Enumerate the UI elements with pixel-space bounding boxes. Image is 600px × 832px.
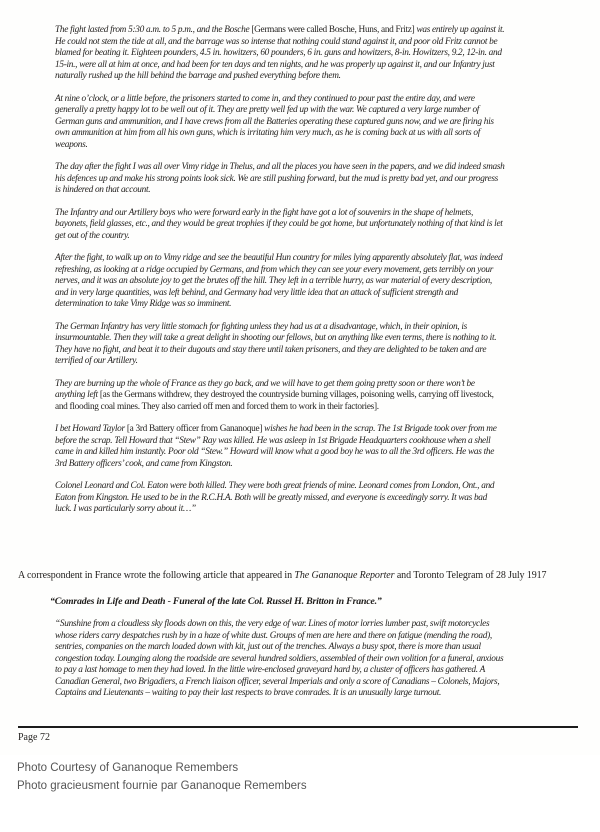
text-segment: [Germans were called Bosche, Huns, and Fritz]	[251, 25, 415, 35]
footer-divider	[18, 726, 578, 728]
text-segment: and Toronto Telegram of 28 July 1917	[394, 570, 547, 581]
text-segment: [a 3rd Battery officer from Gananoque]	[126, 424, 263, 434]
letter-paragraph	[55, 481, 505, 516]
text-segment: The day after the fight I was all over Vimy ridge in Thelus, and all the places you have seen in the papers, and we did indeed smash his defences up and make his strong points look sick. We are still pushing forward, but the mud is pretty bad yet, and our progress is hindered on that account.	[55, 162, 505, 195]
text-segment: After the fight, to walk up on to Vimy ridge and see the beautiful Hun country for miles lying apparently absolutely flat, was indeed refreshing, as looking at a ridge occupied by Germans, and from which they can see your every movement, gets terribly on your nerves, and it was an absolute joy to get the brutes off the hill. They left in a terrible hurry, as war material of every description, and in very large quantities, was left behind, and Germany had very little idea that an attack of sufficient strength and determination to take Vimy Ridge was so imminent.	[55, 253, 503, 309]
photo-credit-english: Photo Courtesy of Gananoque Remembers	[17, 762, 239, 774]
letter-paragraph	[55, 322, 505, 368]
text-segment: A correspondent in France wrote the following article that appeared in	[18, 570, 295, 581]
letter-paragraph	[55, 94, 505, 152]
letter-paragraph	[55, 424, 505, 470]
page-number-label: Page 72	[18, 732, 50, 743]
article-paragraph	[55, 619, 507, 700]
text-segment: The fight lasted from 5:30 a.m. to 5 p.m., and the Bosche	[55, 25, 252, 35]
text-segment: At nine o’clock, or a little before, the prisoners started to come in, and they continued to pour past the entire day, and were generally a pretty happy lot to be well out of it. They are pretty well fed up with the war. We captured a very large number of German guns and ammunition, and I have crews from all the Batteries operating these captured guns now, and we are firing his own ammunition at him from all his own guns, which is irritating him very much, as he is coming back at us with all sorts of weapons.	[55, 93, 494, 150]
text-segment: The German Infantry has very little stomach for fighting unless they had us at a disadvantage, which, in their opinion, is insurmountable. Then they will take a great delight in shooting our fellows, but on anything like even terms, there is nothing to it. They have no fight, and beat it to their dugouts and stay there until taken prisoners, and they are delighted to be taken and are terrified of our Artillery.	[55, 321, 497, 366]
text-segment: wishes he had been in the scrap. The 1st Brigade took over from me before the scrap. Tell Howard that “Stew” Ray was killed. He was asleep in 1st Brigade Headquarters cookhouse when a shell came in and killed him instantly. Poor old “Stew.” Howard will know what a good boy he was to all the 3rd officers. He was the 3rd Battery officers’ cook, and came from Kingston.	[55, 424, 497, 469]
correspondent-intro-line	[18, 570, 546, 581]
text-segment: The Infantry and our Artillery boys who were forward early in the fight have got a lot of souvenirs in the shape of helmets, bayonets, field glasses, etc., and they would be great trophies if they could be got home, but unfortunately nothing of that kind is let get out of the country.	[55, 207, 503, 241]
letter-paragraph	[55, 25, 505, 83]
text-segment: was entirely up against it. He could not stem the tide at all, and the barrage was so intense that nothing could stand against it, and poor old Fritz cannot be blamed for beating it. Eighteen pounders, 4.5 in. howitzers, 60 pounders, 6 in. guns and howitzers, 8-in. Howitzers, 9.2, 12-in. and 15-in., were all at him at once, and had been for ten days and ten nights, and he was properly up against it, and our Infantry just naturally rushed up the hill behind the barrage and pushed everything before them.	[55, 25, 505, 81]
photo-credits	[17, 760, 307, 795]
text-segment: [as the Germans withdrew, they destroyed the countryside burning villages, poisoning wells, carrying off livestock, and flooding coal mines. They also carried off men and forced them to work in their factories].	[55, 390, 494, 412]
text-segment: Colonel Leonard and Col. Eaton were both killed. They were both great friends of mine. Leonard comes from London, Ont., and Eaton from Kingston. He used to be in the R.C.H.A. Both will be greatly missed, and everyone is exceedingly sorry. It was bad luck. I was particularly sorry about it…”	[55, 481, 495, 514]
letter-paragraph	[55, 253, 505, 311]
photo-credit-french: Photo gracieusment fournie par Gananoque Remembers	[17, 779, 307, 792]
text-segment: “Sunshine from a cloudless sky floods down on this, the very edge of war. Lines of motor lorries lumber past, swift motorcycles whose riders carry despatches rush by in a haze of white dust. Groups of men are here and there on fatigue (mending the road), sentries, companies on the march loaded down with kit, just out of the trenches. Always a busy spot, there is more than usual congestion today. Lounging along the roadside are several hundred soldiers, assembled of their own volition for a funeral, anxious to pay a last homage to men they had loved. In the little wire-enclosed graveyard hard by, a cluster of officers has gathered. A Canadian General, two Brigadiers, a French liaison officer, several Imperials and only a score of Canadians – Colonels, Majors, Captains and Lieutenants – waiting to pay their last respects to brave comrades. It is an unusually large turnout.	[55, 619, 504, 698]
letter-excerpt	[55, 25, 505, 527]
text-segment: The Gananoque Reporter	[294, 570, 395, 581]
letter-paragraph	[55, 379, 505, 414]
article-heading: “Comrades in Life and Death - Funeral of the late Col. Russel H. Britton in France.”	[50, 596, 382, 607]
article-excerpt	[55, 619, 507, 700]
text-segment: I bet Howard Taylor	[55, 424, 127, 434]
text-segment: They are burning up the whole of France as they go back, and we will have to get them going pretty soon or there won’t be anything left	[55, 378, 475, 400]
letter-paragraph	[55, 208, 505, 243]
letter-paragraph	[55, 162, 505, 197]
